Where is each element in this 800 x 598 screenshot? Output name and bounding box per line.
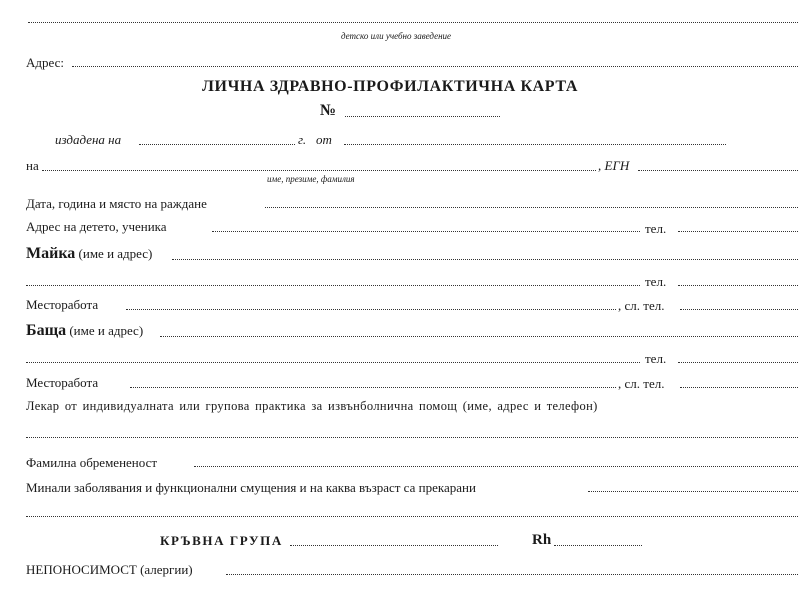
- card-title: ЛИЧНА ЗДРАВНО-ПРОФИЛАКТИЧНА КАРТА: [202, 78, 579, 95]
- child-tel-field[interactable]: [678, 231, 798, 232]
- blood-group-field[interactable]: [290, 545, 498, 546]
- mother-work-field[interactable]: [126, 309, 616, 310]
- birth-field[interactable]: [265, 207, 798, 208]
- father-work-tel-label: , сл. тел.: [618, 376, 665, 391]
- rh-label: Rh: [532, 532, 552, 548]
- recipient-name-field[interactable]: [42, 170, 596, 171]
- father-work-label: Месторабота: [26, 375, 99, 390]
- mother-work-label: Месторабота: [26, 297, 99, 312]
- rh-field[interactable]: [554, 545, 642, 546]
- family-label: Фамилна обремененост: [26, 455, 158, 470]
- recipient-label: на: [26, 158, 39, 173]
- father-work-tel-field[interactable]: [680, 387, 798, 388]
- father-name-field[interactable]: [160, 336, 798, 337]
- mother-address-field[interactable]: [26, 285, 640, 286]
- mother-tel-label: тел.: [645, 274, 667, 289]
- birth-label: Дата, година и място на раждане: [26, 196, 207, 211]
- mother-work-tel-field[interactable]: [680, 309, 798, 310]
- issued-year-label: г.: [298, 132, 307, 147]
- doctor-label: Лекар от индивидуалната или групова практика за извънболнична помощ (име, адрес и телефон): [26, 399, 598, 413]
- issued-from-field[interactable]: [344, 144, 726, 145]
- institution-caption: детско или учебно заведение: [341, 31, 452, 41]
- father-tel-field[interactable]: [678, 362, 798, 363]
- number-label: №: [320, 102, 337, 119]
- number-field[interactable]: [345, 116, 500, 117]
- intolerance-label: НЕПОНОСИМОСТ (алергии): [26, 562, 193, 577]
- institution-field[interactable]: [28, 22, 798, 23]
- father-address-field[interactable]: [26, 362, 640, 363]
- child-address-label: Адрес на детето, ученика: [26, 219, 167, 234]
- recipient-caption: име, презиме, фамилия: [267, 174, 355, 184]
- father-note: (име и адрес): [69, 323, 144, 338]
- diseases-field-2[interactable]: [26, 516, 798, 517]
- child-address-field[interactable]: [212, 231, 640, 232]
- address-field[interactable]: [72, 66, 798, 67]
- diseases-field[interactable]: [588, 491, 798, 492]
- egn-label: , ЕГН: [598, 158, 630, 173]
- intolerance-field[interactable]: [226, 574, 798, 575]
- issued-date-field[interactable]: [139, 144, 295, 145]
- mother-tel-field[interactable]: [678, 285, 798, 286]
- diseases-label: Минали заболявания и функционални смущения и на каква възраст са прекарани: [26, 480, 476, 495]
- doctor-field[interactable]: [26, 437, 798, 438]
- egn-field[interactable]: [638, 170, 798, 171]
- father-work-field[interactable]: [130, 387, 616, 388]
- father-tel-label: тел.: [645, 351, 667, 366]
- father-row: [26, 322, 143, 340]
- family-field[interactable]: [194, 466, 798, 467]
- child-tel-label: тел.: [645, 221, 667, 236]
- mother-label: Майка: [26, 245, 76, 262]
- mother-name-field[interactable]: [172, 259, 798, 260]
- mother-work-tel-label: , сл. тел.: [618, 298, 665, 313]
- issued-label: издадена на: [55, 132, 122, 147]
- blood-group-label: КРЪВНА ГРУПА: [160, 533, 283, 548]
- father-label: Баща: [26, 322, 67, 339]
- issued-from-label: от: [316, 132, 332, 147]
- address-label: Адрес:: [26, 55, 64, 70]
- mother-row: [26, 245, 152, 263]
- mother-note: (име и адрес): [78, 246, 153, 261]
